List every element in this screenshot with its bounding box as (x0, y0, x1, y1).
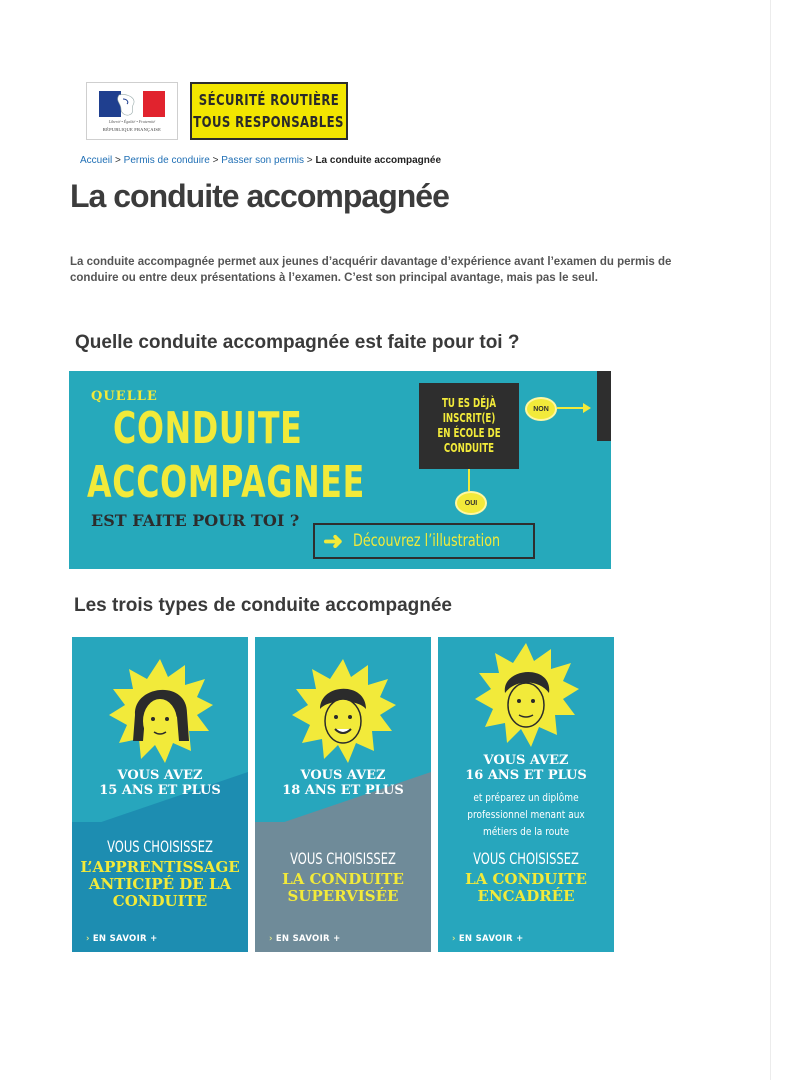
en-savoir-label: EN SAVOIR + (92, 934, 158, 944)
woman-face-icon (288, 657, 398, 767)
card-age-prefix: VOUS AVEZ (483, 753, 569, 768)
chevron-right-icon: › (269, 934, 273, 944)
arrow-right-icon: ➜ (323, 527, 344, 555)
securite-routiere-logo[interactable] (190, 82, 348, 140)
card-age-prefix: VOUS AVEZ (117, 768, 203, 783)
breadcrumb-separator: > (304, 155, 316, 166)
cta-label: Découvrez l’illustration (353, 531, 501, 551)
scan-edge (770, 0, 771, 1080)
card-choose: VOUS CHOISISSEZ (290, 849, 396, 868)
breadcrumb-passer-permis[interactable]: Passer son permis (221, 155, 305, 166)
breadcrumb-separator: > (112, 155, 124, 166)
en-savoir-label: EN SAVOIR + (275, 934, 341, 944)
non-arrow-line (557, 407, 583, 409)
decouvrez-illustration-button[interactable] (313, 523, 535, 559)
marianne-flag-icon (99, 91, 165, 117)
intro-paragraph: La conduite accompagnée permet aux jeunes d’acquérir davantage d’expérience avant l’examen du permis de conduire ou entre deux présentations à l’examen. C’est son principal avantage, mais pas le seul. (70, 256, 672, 284)
card-age (72, 768, 248, 798)
breadcrumb-accueil[interactable]: Accueil (80, 155, 113, 166)
card-age-value: 15 ANS ET PLUS (99, 783, 221, 798)
card-age (255, 768, 431, 798)
card-age-value: 16 ANS ET PLUS (465, 768, 587, 783)
banner-accompagnee: ACCOMPAGNEE (87, 457, 366, 508)
chevron-right-icon: › (86, 934, 90, 944)
card-type: LA CONDUITE ENCADRÉE (465, 870, 587, 905)
breadcrumb-separator: > (209, 155, 222, 166)
republique-francaise-logo[interactable] (86, 82, 178, 140)
card-type: LA CONDUITE SUPERVISÉE (282, 870, 404, 905)
sr-logo-line2: TOUS RESPONSABLES (193, 113, 345, 131)
card-age (438, 753, 614, 783)
banner-oui-badge: OUI (455, 491, 487, 515)
card-en-savoir-plus[interactable] (452, 934, 524, 944)
banner-dark-edge (597, 371, 611, 441)
breadcrumb (80, 155, 441, 166)
card-extra-note: et préparez un diplôme professionnel menant aux métiers de la route (467, 791, 585, 838)
card-apprentissage-anticipe[interactable] (72, 637, 248, 952)
card-age-prefix: VOUS AVEZ (300, 768, 386, 783)
banner-quelle: QUELLE (91, 389, 158, 404)
page-title: La conduite accompagnée (70, 178, 449, 214)
banner-conduite: CONDUITE (113, 403, 303, 454)
card-age-value: 18 ANS ET PLUS (282, 783, 404, 798)
banner-question-box (419, 383, 519, 469)
quiz-heading: Quelle conduite accompagnée est faite pour toi ? (75, 332, 520, 353)
banner-non-badge: NON (525, 397, 557, 421)
types-heading: Les trois types de conduite accompagnée (74, 595, 452, 616)
boy-face-icon (471, 641, 581, 751)
sr-logo-line1: SÉCURITÉ ROUTIÈRE (198, 91, 340, 109)
breadcrumb-permis[interactable]: Permis de conduire (123, 155, 210, 166)
card-conduite-supervisee[interactable] (255, 637, 431, 952)
en-savoir-label: EN SAVOIR + (458, 934, 524, 944)
breadcrumb-current: La conduite accompagnée (315, 155, 442, 166)
chevron-right-icon: › (452, 934, 456, 944)
rf-name: RÉPUBLIQUE FRANÇAISE (102, 127, 162, 132)
oui-connector (468, 469, 470, 491)
card-choose: VOUS CHOISISSEZ (473, 849, 579, 868)
card-type: L’APPRENTISSAGE ANTICIPÉ DE LA CONDUITE (80, 858, 240, 910)
banner-question: TU ES DÉJÀ INSCRIT(E) EN ÉCOLE DE CONDUITE (437, 396, 501, 455)
non-arrow-head-icon (583, 403, 591, 413)
quiz-banner[interactable] (69, 371, 611, 569)
card-en-savoir-plus[interactable] (86, 934, 158, 944)
banner-faite-pour-toi: EST FAITE POUR TOI ? (91, 511, 300, 530)
rf-motto: Liberté • Égalité • Fraternité (108, 119, 156, 124)
card-en-savoir-plus[interactable] (269, 934, 341, 944)
card-choose: VOUS CHOISISSEZ (107, 837, 213, 856)
card-conduite-encadree[interactable] (438, 637, 614, 952)
girl-face-icon (105, 657, 215, 767)
